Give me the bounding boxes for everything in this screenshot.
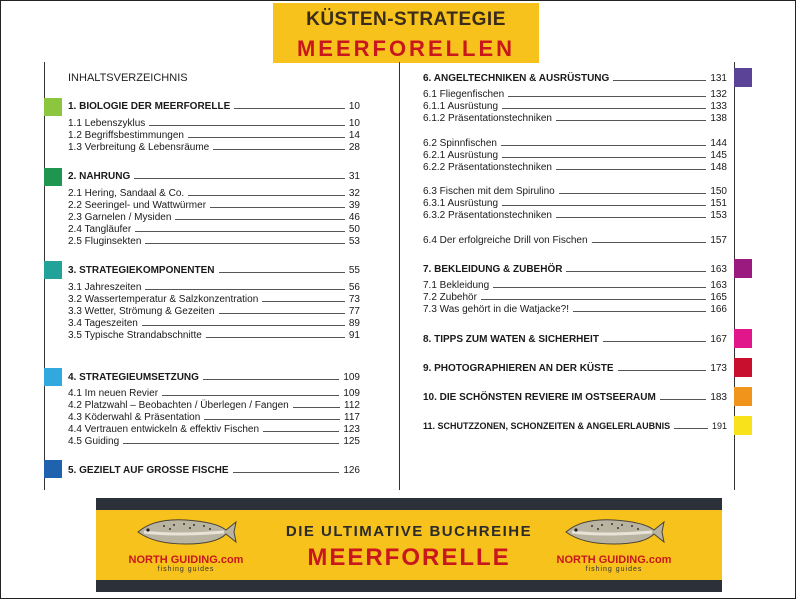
- page-number: 73: [348, 294, 360, 305]
- dot-leader: [203, 372, 339, 380]
- page-number: 173: [710, 363, 727, 374]
- chapter-title: 9. PHOTOGRAPHIEREN AN DER KÜSTE: [423, 363, 614, 374]
- toc-entry[interactable]: [68, 412, 360, 423]
- dot-leader: [162, 388, 339, 396]
- dot-leader: [263, 424, 339, 432]
- toc-entry[interactable]: [68, 294, 360, 305]
- chapter-title: 4. STRATEGIEUMSETZUNG: [68, 372, 199, 383]
- dot-leader: [233, 465, 340, 473]
- dot-leader: [213, 142, 345, 150]
- dot-leader: [219, 265, 345, 273]
- page-number: 89: [348, 318, 360, 329]
- toc-entry[interactable]: [68, 188, 360, 199]
- page-number: 123: [343, 424, 360, 435]
- entry-label: 3.4 Tageszeiten: [68, 318, 138, 329]
- dot-leader: [123, 436, 339, 444]
- page-number: 166: [710, 304, 727, 315]
- chapter-2-marker: [44, 168, 62, 186]
- dot-leader: [293, 400, 340, 408]
- logo-right: [544, 514, 684, 576]
- page-number: 117: [344, 412, 360, 423]
- footer-yellow-band: [96, 510, 722, 580]
- page-number: 191: [711, 421, 727, 431]
- page-number: 10: [348, 118, 360, 129]
- dot-leader: [262, 294, 345, 302]
- entry-label: 4.2 Platzwahl – Beobachten / Überlegen / Fangen: [68, 400, 289, 411]
- dot-leader: [204, 412, 340, 420]
- chapter-6[interactable]: [423, 73, 727, 84]
- dot-leader: [592, 235, 707, 243]
- dot-leader: [135, 224, 345, 232]
- dot-leader: [502, 198, 706, 206]
- toc-entry[interactable]: [423, 198, 727, 209]
- chapter-3-marker: [44, 261, 62, 279]
- page-number: 167: [710, 334, 727, 345]
- entry-label: 3.3 Wetter, Strömung & Gezeiten: [68, 306, 215, 317]
- dot-leader: [556, 162, 706, 170]
- entry-label: 3.5 Typische Strandabschnitte: [68, 330, 202, 341]
- toc-entry[interactable]: [423, 113, 727, 124]
- toc-entry[interactable]: [68, 212, 360, 223]
- page-number: 109: [343, 372, 360, 383]
- page-number: 132: [710, 89, 727, 100]
- logo-brand-text: NORTH GUIDING.com: [128, 554, 244, 566]
- page-number: 151: [710, 198, 727, 209]
- dot-leader: [149, 118, 345, 126]
- chapter-9-marker: [734, 358, 752, 377]
- toc-entry[interactable]: [423, 235, 727, 246]
- dot-leader: [188, 130, 345, 138]
- entry-label: 6.3.2 Präsentationstechniken: [423, 210, 552, 221]
- chapter-7-marker: [734, 259, 752, 278]
- toc-entry[interactable]: [68, 306, 360, 317]
- entry-label: 6.2 Spinnfischen: [423, 138, 497, 149]
- toc-entry[interactable]: [423, 280, 727, 291]
- entry-label: 4.1 Im neuen Revier: [68, 388, 159, 399]
- chapter-5[interactable]: [68, 465, 360, 476]
- dot-leader: [175, 212, 344, 220]
- entry-label: 4.4 Vertrauen entwickeln & effektiv Fischen: [68, 424, 260, 435]
- toc-entry[interactable]: [68, 424, 360, 435]
- dot-leader: [502, 150, 706, 158]
- dot-leader: [556, 210, 706, 218]
- page-number: 133: [710, 101, 727, 112]
- dot-leader: [502, 101, 706, 109]
- chapter-title: 11. SCHUTZZONEN, SCHONZEITEN & ANGELERLAUBNIS: [423, 421, 671, 431]
- toc-entry[interactable]: [423, 210, 727, 221]
- toc-entry[interactable]: [423, 186, 727, 197]
- dot-leader: [603, 334, 706, 342]
- toc-entry[interactable]: [423, 150, 727, 161]
- entry-label: 1.2 Begriffsbestimmungen: [68, 130, 184, 141]
- dot-leader: [493, 280, 706, 288]
- toc-entry[interactable]: [423, 101, 727, 112]
- chapter-4-marker: [44, 368, 62, 386]
- chapter-title: 7. BEKLEIDUNG & ZUBEHÖR: [423, 264, 563, 275]
- dot-leader: [559, 186, 707, 194]
- chapter-6-marker: [734, 68, 752, 87]
- toc-entry[interactable]: [423, 292, 727, 303]
- logo-tagline: fishing guides: [585, 566, 643, 573]
- page-number: 163: [710, 264, 727, 275]
- dot-leader: [142, 318, 345, 326]
- dot-leader: [660, 392, 706, 400]
- chapter-title: 6. ANGELTECHNIKEN & AUSRÜSTUNG: [423, 73, 610, 84]
- toc-entry[interactable]: [423, 138, 727, 149]
- chapter-8[interactable]: [423, 334, 727, 345]
- chapter-4[interactable]: [68, 372, 360, 383]
- chapter-1[interactable]: [68, 101, 360, 112]
- entry-label: 6.2.1 Ausrüstung: [423, 150, 499, 161]
- entry-label: 6.2.2 Präsentationstechniken: [423, 162, 552, 173]
- header-line2: MEERFORELLEN: [296, 36, 516, 61]
- page-number: 126: [343, 465, 360, 476]
- footer-line1: DIE ULTIMATIVE BUCHREIHE: [285, 523, 533, 540]
- page-number: 163: [710, 280, 727, 291]
- toc-entry[interactable]: [68, 130, 360, 141]
- toc-title: INHALTSVERZEICHNIS: [68, 72, 188, 84]
- page-number: 28: [348, 142, 360, 153]
- footer-line2: MEERFORELLE: [307, 544, 511, 571]
- page-number: 157: [710, 235, 727, 246]
- toc-entry[interactable]: [68, 224, 360, 235]
- page-number: 109: [343, 388, 360, 399]
- dot-leader: [501, 138, 706, 146]
- page-number: 131: [710, 73, 727, 84]
- chapter-title: 2. NAHRUNG: [68, 171, 131, 182]
- dot-leader: [508, 89, 706, 97]
- toc-entry[interactable]: [68, 200, 360, 211]
- page-number: 56: [348, 282, 360, 293]
- page-number: 91: [348, 330, 360, 341]
- entry-label: 2.1 Hering, Sandaal & Co.: [68, 188, 185, 199]
- chapter-8-marker: [734, 329, 752, 348]
- entry-label: 7.2 Zubehör: [423, 292, 477, 303]
- entry-label: 2.3 Garnelen / Mysiden: [68, 212, 172, 223]
- dot-leader: [234, 101, 345, 109]
- page-number: 153: [710, 210, 727, 221]
- toc-entry[interactable]: [423, 162, 727, 173]
- entry-label: 4.5 Guiding: [68, 436, 120, 447]
- page-number: 183: [710, 392, 727, 403]
- chapter-10-marker: [734, 387, 752, 406]
- header-banner: [273, 3, 539, 63]
- dot-leader: [206, 330, 345, 338]
- chapter-11[interactable]: [423, 421, 727, 432]
- dot-leader: [566, 264, 706, 272]
- dot-leader: [145, 236, 344, 244]
- page-number: 112: [344, 400, 360, 411]
- toc-entry[interactable]: [423, 89, 727, 100]
- toc-entry[interactable]: [68, 236, 360, 247]
- entry-label: 3.2 Wassertemperatur & Salzkonzentration: [68, 294, 259, 305]
- chapter-2[interactable]: [68, 171, 360, 182]
- page-number: 53: [348, 236, 360, 247]
- footer-banner: [96, 498, 722, 592]
- page-number: 31: [348, 171, 360, 182]
- chapter-title: 5. GEZIELT AUF GROSSE FISCHE: [68, 465, 229, 476]
- entry-label: 6.4 Der erfolgreiche Drill von Fischen: [423, 235, 588, 246]
- dot-leader: [145, 282, 344, 290]
- chapter-10[interactable]: [423, 392, 727, 403]
- page-number: 14: [348, 130, 360, 141]
- dot-leader: [556, 113, 706, 121]
- header-line1: KÜSTEN-STRATEGIE: [306, 9, 506, 30]
- trout-icon: [562, 514, 666, 550]
- entry-label: 2.5 Fluginsekten: [68, 236, 142, 247]
- page-number: 32: [348, 188, 360, 199]
- dot-leader: [188, 188, 345, 196]
- toc-entry[interactable]: [68, 388, 360, 399]
- toc-entry[interactable]: [68, 142, 360, 153]
- chapter-11-marker: [734, 416, 752, 435]
- dot-leader: [481, 292, 706, 300]
- page-number: 55: [348, 265, 360, 276]
- chapter-title: 8. TIPPS ZUM WATEN & SICHERHEIT: [423, 334, 599, 345]
- dot-leader: [613, 73, 706, 81]
- toc-entry[interactable]: [68, 330, 360, 341]
- chapter-title: 1. BIOLOGIE DER MEERFORELLE: [68, 101, 231, 112]
- page-number: 144: [710, 138, 727, 149]
- dot-leader: [674, 421, 708, 429]
- page-number: 77: [348, 306, 360, 317]
- chapter-5-marker: [44, 460, 62, 478]
- dot-leader: [573, 304, 706, 312]
- entry-label: 4.3 Köderwahl & Präsentation: [68, 412, 201, 423]
- entry-label: 7.3 Was gehört in die Watjacke?!: [423, 304, 569, 315]
- entry-label: 2.2 Seeringel- und Wattwürmer: [68, 200, 207, 211]
- page-number: 39: [348, 200, 360, 211]
- chapter-title: 10. DIE SCHÖNSTEN REVIERE IM OSTSEERAUM: [423, 392, 656, 403]
- entry-label: 1.1 Lebenszyklus: [68, 118, 146, 129]
- entry-label: 6.1.1 Ausrüstung: [423, 101, 499, 112]
- page-number: 10: [348, 101, 360, 112]
- page-number: 50: [348, 224, 360, 235]
- page-number: 150: [710, 186, 727, 197]
- chapter-1-marker: [44, 98, 62, 116]
- page-number: 46: [348, 212, 360, 223]
- chapter-title: 3. STRATEGIEKOMPONENTEN: [68, 265, 215, 276]
- toc-entry[interactable]: [68, 282, 360, 293]
- entry-label: 1.3 Verbreitung & Lebensräume: [68, 142, 210, 153]
- page-number: 138: [710, 113, 727, 124]
- entry-label: 2.4 Tangläufer: [68, 224, 132, 235]
- dot-leader: [210, 200, 345, 208]
- entry-label: 6.1.2 Präsentationstechniken: [423, 113, 552, 124]
- toc-entry[interactable]: [68, 436, 360, 447]
- page-number: 145: [710, 150, 727, 161]
- dot-leader: [618, 363, 707, 371]
- entry-label: 6.3.1 Ausrüstung: [423, 198, 499, 209]
- entry-label: 6.1 Fliegenfischen: [423, 89, 505, 100]
- toc-entry[interactable]: [68, 318, 360, 329]
- page-number: 148: [710, 162, 727, 173]
- toc-entry[interactable]: [423, 304, 727, 315]
- dot-leader: [219, 306, 345, 314]
- chapter-3[interactable]: [68, 265, 360, 276]
- entry-label: 6.3 Fischen mit dem Spirulino: [423, 186, 555, 197]
- entry-label: 3.1 Jahreszeiten: [68, 282, 142, 293]
- chapter-9[interactable]: [423, 363, 727, 374]
- toc-entry[interactable]: [68, 400, 360, 411]
- logo-tagline: fishing guides: [157, 566, 215, 573]
- dot-leader: [134, 171, 345, 179]
- chapter-7[interactable]: [423, 264, 727, 275]
- logo-brand-text: NORTH GUIDING.com: [556, 554, 672, 566]
- page-number: 125: [343, 436, 360, 447]
- page-number: 165: [710, 292, 727, 303]
- toc-entry[interactable]: [68, 118, 360, 129]
- entry-label: 7.1 Bekleidung: [423, 280, 490, 291]
